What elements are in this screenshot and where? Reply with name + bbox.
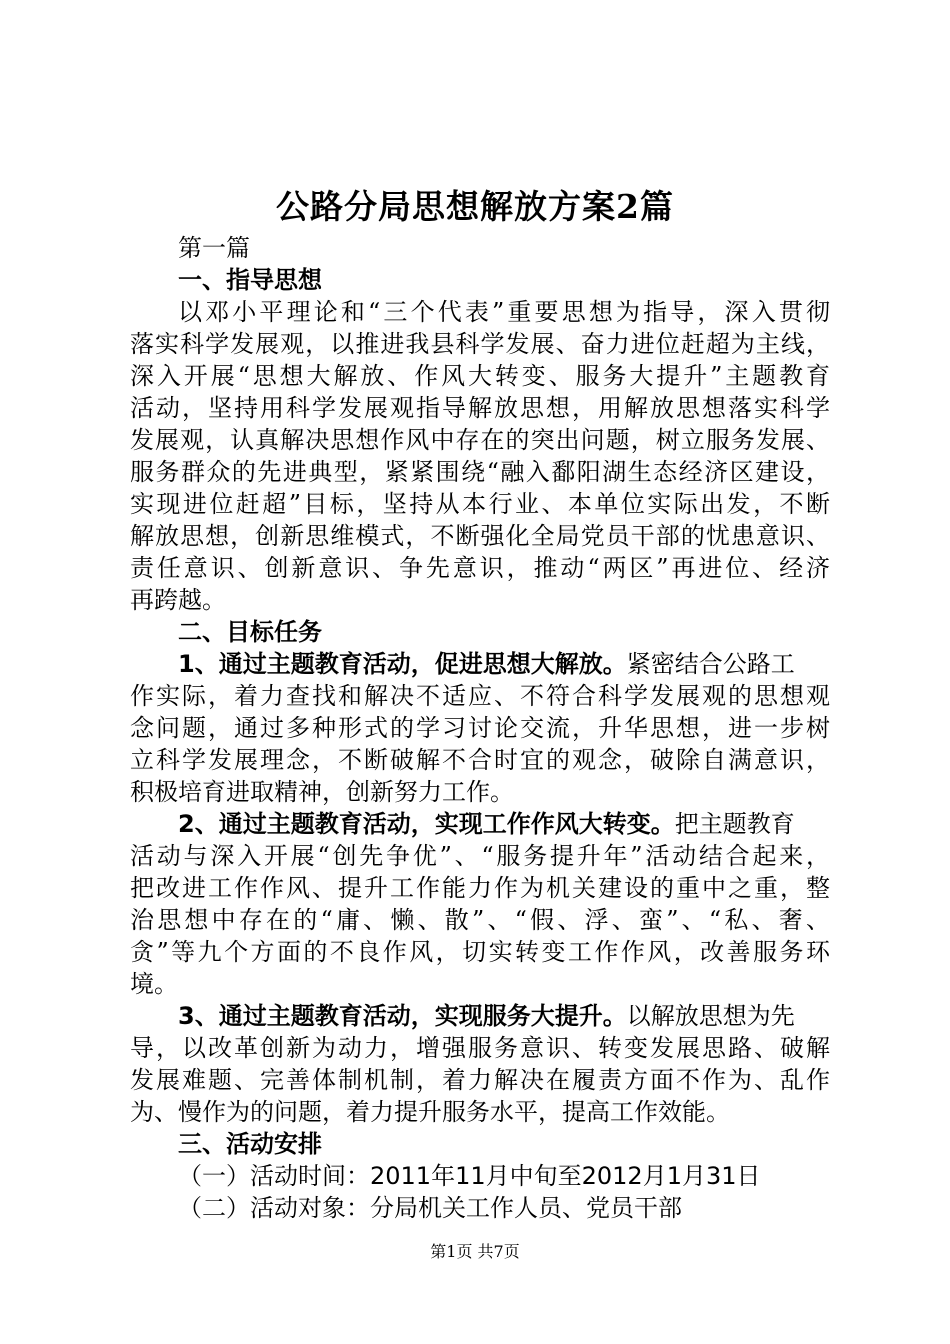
paragraph-line: 立科学发展理念，不断破解不合时宜的观念，破除自满意识，	[130, 746, 830, 774]
item-1-first-line	[178, 649, 830, 679]
activity-time-line: （一）活动时间：2011年11月中旬至2012月1月31日	[178, 1162, 761, 1190]
paragraph-line: 落实科学发展观，以推进我县科学发展、奋力进位赶超为主线，	[130, 330, 830, 358]
item-2-first-rest: 把主题教育	[674, 810, 795, 838]
paragraph-line: 治思想中存在的“庸、懒、散”、“假、浮、蛮”、“私、奢、	[130, 906, 830, 934]
paragraph-line: 导，以改革创新为动力，增强服务意识、转变发展思路、破解	[130, 1034, 830, 1062]
paragraph-line: 实现进位赶超”目标，坚持从本行业、本单位实际出发，不断	[130, 490, 830, 518]
paragraph-line: 把改进工作作风、提升工作能力作为机关建设的重中之重，整	[130, 874, 830, 902]
item-3-first-line	[178, 1001, 830, 1031]
activity-target-line: （二）活动对象：分局机关工作人员、党员干部	[178, 1194, 682, 1222]
paragraph-line: 贪”等九个方面的不良作风，切实转变工作作风，改善服务环	[130, 938, 830, 966]
paragraph-line: 作实际，着力查找和解决不适应、不符合科学发展观的思想观	[130, 682, 830, 710]
paragraph-line: 为、慢作为的问题，着力提升服务水平，提高工作效能。	[130, 1098, 730, 1126]
paragraph-line: 念问题，通过多种形式的学习讨论交流，升华思想，进一步树	[130, 714, 830, 742]
document-title: 公路分局思想解放方案2篇	[276, 187, 674, 226]
paragraph-line: 以邓小平理论和“三个代表”重要思想为指导，深入贯彻	[178, 298, 830, 326]
paragraph-line: 再跨越。	[130, 586, 226, 614]
item-3-first-rest: 以解放思想为先	[626, 1002, 795, 1030]
paragraph-line: 服务群众的先进典型，紧紧围绕“融入鄱阳湖生态经济区建设，	[130, 458, 830, 486]
item-3-lead: 3、通过主题教育活动，实现服务大提升。	[178, 1002, 627, 1030]
item-2-first-line	[178, 809, 830, 839]
paragraph-line: 责任意识、创新意识、争先意识，推动“两区”再进位、经济	[130, 554, 830, 582]
paragraph-line: 深入开展“思想大解放、作风大转变、服务大提升”主题教育	[130, 362, 830, 390]
paragraph-line: 积极培育进取精神，创新努力工作。	[130, 778, 514, 806]
paragraph-line: 发展观，认真解决思想作风中存在的突出问题，树立服务发展、	[130, 426, 830, 454]
paragraph-line: 发展难题、完善体制机制，着力解决在履责方面不作为、乱作	[130, 1066, 830, 1094]
item-1-lead: 1、通过主题教育活动，促进思想大解放。	[178, 650, 627, 678]
item-1-first-rest: 紧密结合公路工	[626, 650, 795, 678]
page-footer: 第1页 共7页	[430, 1242, 520, 1261]
item-2-lead: 2、通过主题教育活动，实现工作作风大转变。	[178, 810, 675, 838]
paragraph-line: 解放思想，创新思维模式，不断强化全局党员干部的忧患意识、	[130, 522, 830, 550]
paragraph-line: 活动，坚持用科学发展观指导解放思想，用解放思想落实科学	[130, 394, 830, 422]
section-heading-arrangements: 三、活动安排	[178, 1130, 322, 1158]
paragraph-line: 境。	[130, 970, 178, 998]
section-heading-guiding-ideology: 一、指导思想	[178, 266, 322, 294]
paragraph-line: 活动与深入开展“创先争优”、“服务提升年”活动结合起来，	[130, 842, 830, 870]
part-label: 第一篇	[178, 234, 250, 262]
section-heading-goals: 二、目标任务	[178, 618, 322, 646]
